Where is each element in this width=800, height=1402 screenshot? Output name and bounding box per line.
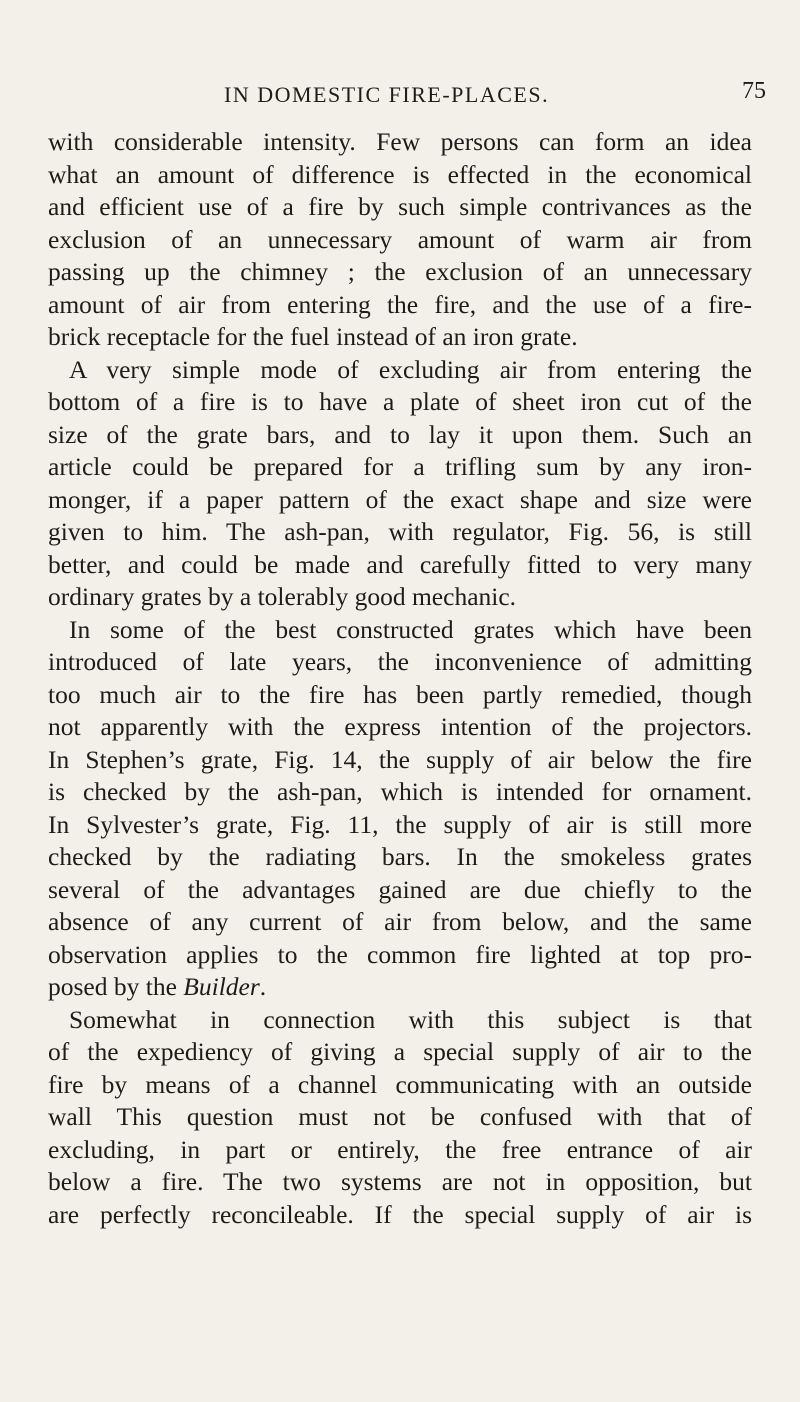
text-line [48, 1004, 752, 1037]
text-line [48, 1036, 752, 1069]
text-line [48, 516, 752, 549]
text-line [48, 971, 752, 1004]
text-line [48, 354, 752, 387]
text-line-content: what an amount of difference is effected in the economical [48, 159, 752, 189]
text-line [48, 939, 752, 972]
text-line [48, 906, 752, 939]
text-line-content: checked by the radiating bars. In the smokeless grates [48, 842, 752, 871]
text-line-content: of the expediency of giving a special supply of air to the [48, 1037, 752, 1066]
text-line-content: ordinary grates by a tolerably good mechanic. [48, 582, 517, 611]
text-line [48, 1069, 752, 1102]
page-number: 75 [742, 78, 766, 104]
text-line-content: too much air to the fire has been partly remedied, though [48, 679, 752, 709]
text-line [48, 809, 752, 842]
text-line-content: not apparently with the express intention of the projectors. [48, 712, 752, 741]
text-line [48, 289, 752, 322]
text-line-content: monger, if a paper pattern of the exact shape and size were [48, 484, 752, 514]
text-line [48, 159, 752, 192]
text-line-content: introduced of late years, the inconvenience of admitting [48, 647, 752, 676]
text-line [48, 386, 752, 419]
text-line-content: posed by the [48, 972, 184, 1001]
text-line [48, 1134, 752, 1167]
text-line [48, 224, 752, 257]
text-line [48, 614, 752, 647]
text-line [48, 484, 752, 517]
text-line [48, 419, 752, 452]
running-head [0, 78, 800, 122]
text-line-content: article could be prepared for a trifling sum by any iron- [48, 452, 752, 481]
text-line-content: better, and could be made and carefully fitted to very many [48, 549, 752, 579]
text-line-content: excluding, in part or entirely, the free entrance of air [48, 1134, 752, 1164]
text-line-content: and efficient use of a fire by such simple contrivances as the [48, 192, 752, 221]
text-line-content: wall This question must not be confused with that of [48, 1102, 752, 1131]
text-line-content: absence of any current of air from below, and the same [48, 907, 752, 936]
text-line [48, 321, 752, 354]
text-line-content: observation applies to the common fire lighted at top pro- [48, 939, 752, 969]
text-line-content: bottom of a fire is to have a plate of sheet iron cut of the [48, 387, 752, 416]
text-line-content: brick receptacle for the fuel instead of an iron grate. [48, 322, 578, 351]
text-line [48, 646, 752, 679]
text-line [48, 256, 752, 289]
italic-title: Builder [183, 972, 260, 1001]
text-line [48, 581, 752, 614]
text-line [48, 1199, 752, 1232]
text-line [48, 711, 752, 744]
text-line [48, 126, 752, 159]
text-line [48, 874, 752, 907]
text-line-content: Somewhat in connection with this subject is that [69, 1004, 752, 1034]
text-line [48, 841, 752, 874]
text-line-content: below a fire. The two systems are not in opposition, but [48, 1167, 752, 1196]
text-line [48, 744, 752, 777]
text-line-content: with considerable intensity. Few persons can form an idea [48, 127, 752, 156]
text-line-content: A very simple mode of excluding air from entering the [69, 354, 752, 384]
text-line-content: In Stephen’s grate, Fig. 14, the supply of air below the fire [48, 744, 752, 774]
text-line [48, 1166, 752, 1199]
text-line-content: several of the advantages gained are due chiefly to the [48, 874, 752, 904]
text-line [48, 191, 752, 224]
running-title: IN DOMESTIC FIRE-PLACES. [224, 82, 550, 107]
text-line-content: passing up the chimney ; the exclusion of an unnecessary [48, 257, 752, 286]
text-line-content: fire by means of a channel communicating with an outside [48, 1069, 752, 1099]
text-line-content: In some of the best constructed grates which have been [69, 614, 752, 644]
text-line-content: exclusion of an unnecessary amount of warm air from [48, 224, 752, 254]
text-line-tail: . [259, 972, 267, 1001]
text-line-content: size of the grate bars, and to lay it upon them. Such an [48, 419, 752, 449]
text-line [48, 679, 752, 712]
text-line-content: In Sylvester’s grate, Fig. 11, the supply of air is still more [48, 809, 752, 839]
text-line [48, 549, 752, 582]
text-line-content: amount of air from entering the fire, and the use of a fire- [48, 289, 752, 319]
text-line-content: given to him. The ash-pan, with regulator, Fig. 56, is still [48, 517, 752, 546]
text-line-content: are perfectly reconcileable. If the special supply of air is [48, 1199, 752, 1229]
body-text [48, 126, 752, 1231]
text-line [48, 451, 752, 484]
text-line [48, 776, 752, 809]
text-line-content: is checked by the ash-pan, which is intended for ornament. [48, 777, 752, 806]
text-line [48, 1101, 752, 1134]
